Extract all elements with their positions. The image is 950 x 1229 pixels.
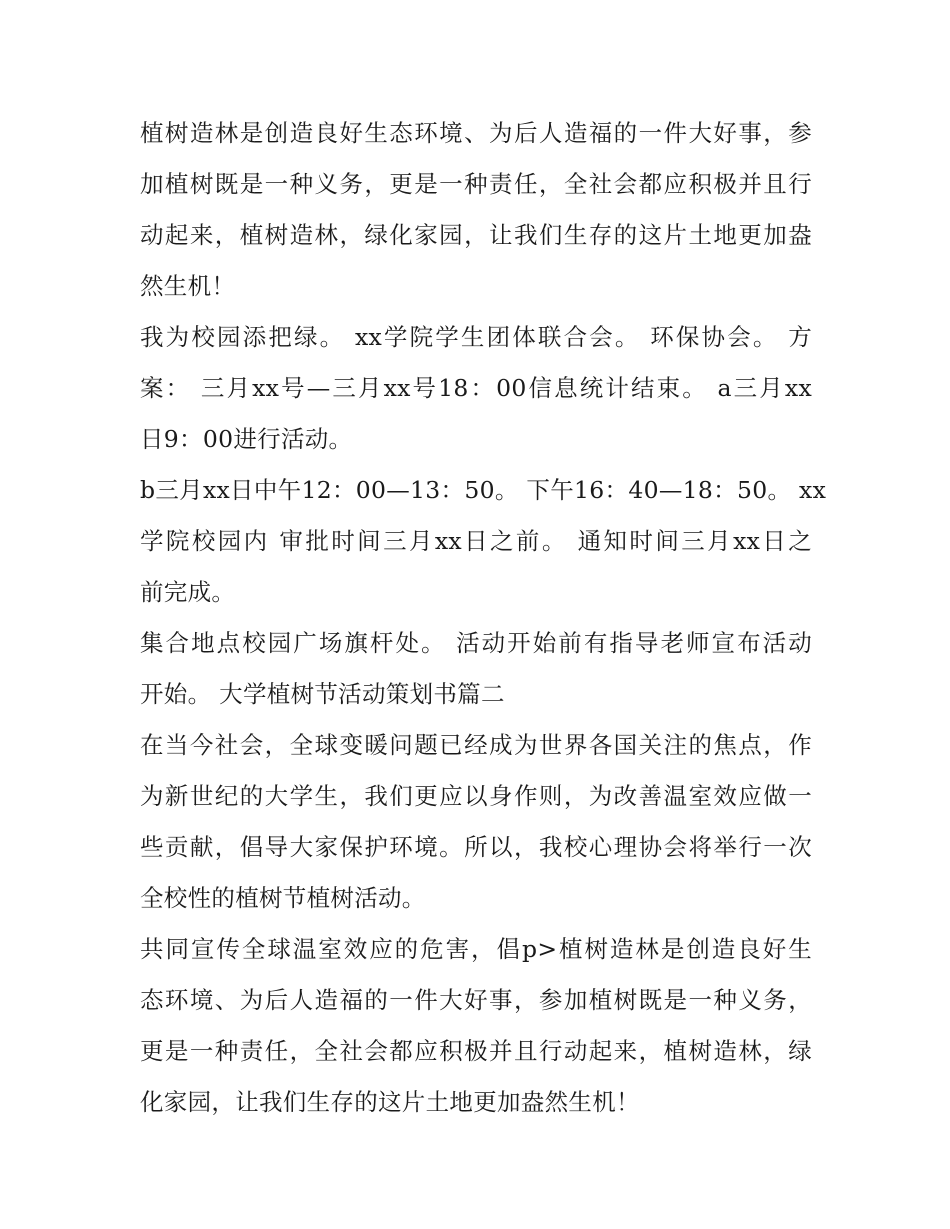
text-line: 些贡献，倡导大家保护环境。所以，我校心理协会将举行一次	[140, 833, 812, 861]
text-line: 态环境、为后人造福的一件大好事，参加植树既是一种义务，	[140, 986, 812, 1014]
text-line: 开始。 大学植树节活动策划书篇二	[140, 680, 505, 708]
text-line: 案： 三月xx号—三月xx号18：00信息统计结束。 a三月xx	[140, 374, 812, 402]
text-line: 共同宣传全球温室效应的危害，倡p>植树造林是创造良好生	[140, 935, 812, 963]
text-line: 动起来，植树造林，绿化家园，让我们生存的这片土地更加盎	[140, 221, 812, 249]
document-body	[140, 108, 827, 1128]
text-line: 我为校园添把绿。 xx学院学生团体联合会。 环保协会。 方	[140, 323, 812, 351]
text-line: 全校性的植树节植树活动。	[140, 884, 426, 912]
text-line: 然生机！	[140, 272, 236, 300]
text-line: 化家园，让我们生存的这片土地更加盎然生机！	[140, 1088, 640, 1116]
text-line: 更是一种责任，全社会都应积极并且行动起来，植树造林，绿	[140, 1037, 812, 1065]
text-line: b三月xx日中午12：00—13：50。 下午16：40—18：50。 xx	[140, 476, 827, 504]
text-line: 前完成。	[140, 578, 236, 606]
text-line: 加植树既是一种义务，更是一种责任，全社会都应积极并且行	[140, 170, 812, 198]
text-line: 学院校园内 审批时间三月xx日之前。 通知时间三月xx日之	[140, 527, 812, 555]
text-line: 为新世纪的大学生，我们更应以身作则，为改善温室效应做一	[140, 782, 812, 810]
text-line: 集合地点校园广场旗杆处。 活动开始前有指导老师宣布活动	[140, 629, 812, 657]
text-line: 日9：00进行活动。	[140, 425, 353, 453]
text-line: 在当今社会，全球变暖问题已经成为世界各国关注的焦点，作	[140, 731, 812, 759]
text-line: 植树造林是创造良好生态环境、为后人造福的一件大好事，参	[140, 119, 812, 147]
